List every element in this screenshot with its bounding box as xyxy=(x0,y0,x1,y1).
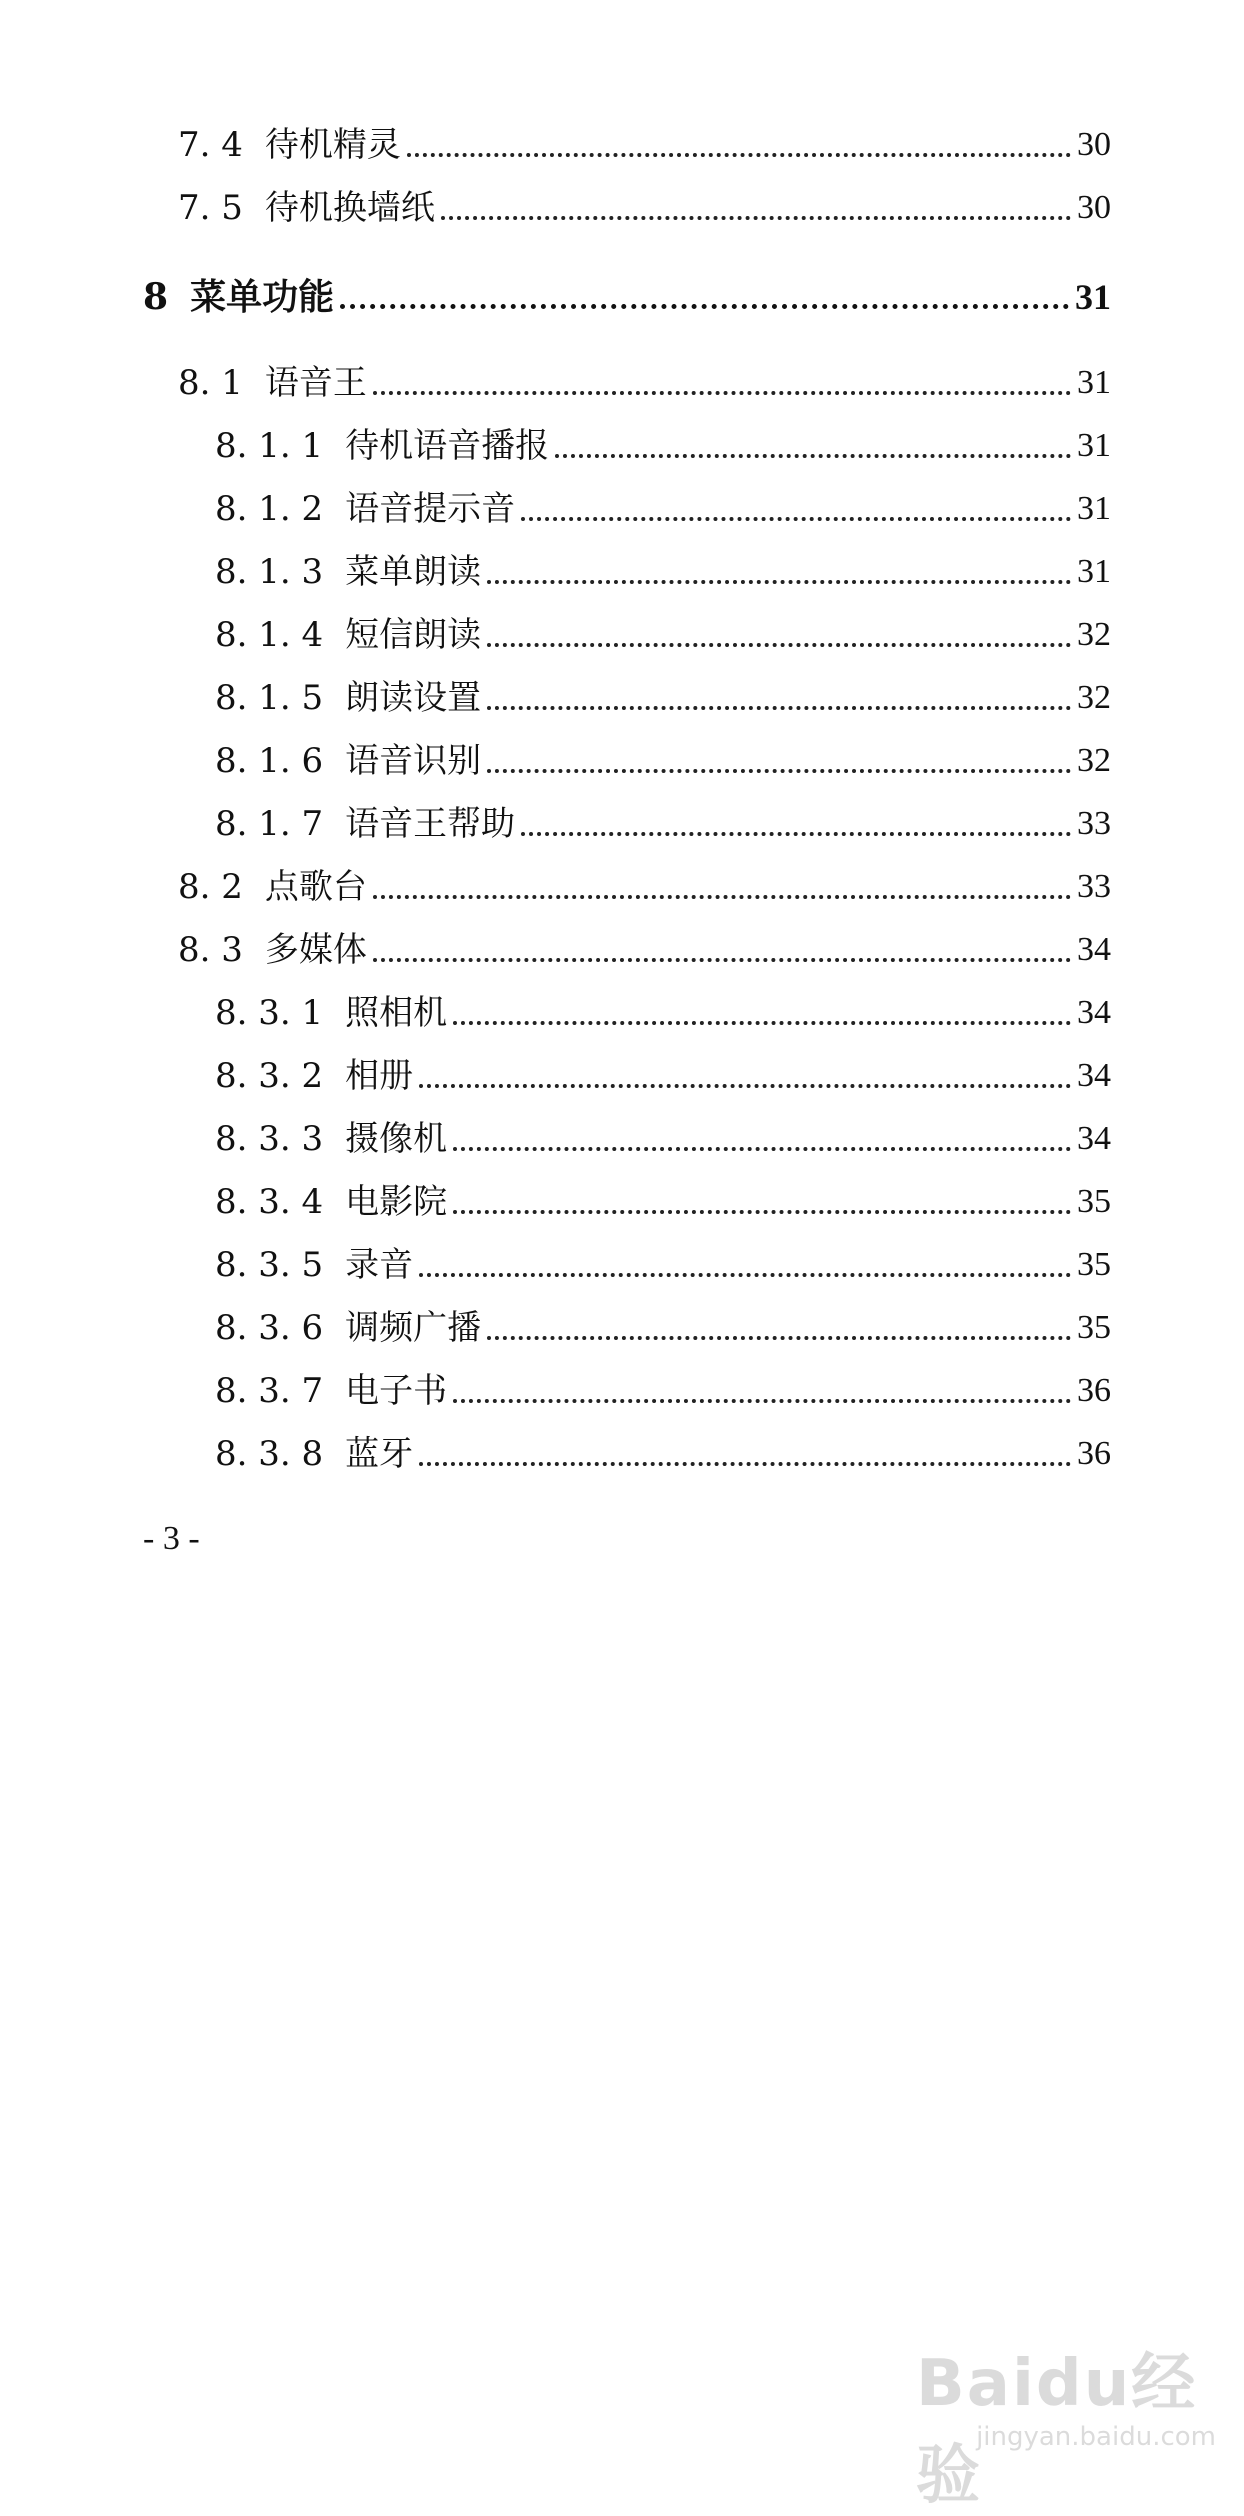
toc-entry-7-4[interactable] xyxy=(178,120,1111,170)
toc-entry-page: 36 xyxy=(1077,1435,1111,1472)
toc-entry-number: 8. 3. 1 xyxy=(215,993,324,1033)
toc-entry-page: 35 xyxy=(1077,1246,1111,1283)
toc-entry-page: 35 xyxy=(1077,1183,1111,1220)
toc-entry-title: 蓝牙 xyxy=(345,1434,414,1474)
toc-entry-8-1-3[interactable] xyxy=(215,547,1111,597)
toc-entry-number: 8. 1. 3 xyxy=(215,552,324,592)
toc-entry-title: 朗读设置 xyxy=(345,678,482,718)
toc-chapter-8[interactable] xyxy=(143,272,1111,322)
toc-entry-7-5[interactable] xyxy=(178,183,1111,233)
watermark-logo: Baidu经验 xyxy=(916,2347,1198,2513)
dot-leader xyxy=(373,958,1071,962)
toc-entry-8-3-2[interactable] xyxy=(215,1051,1111,1101)
toc-entry-number: 8. 1. 2 xyxy=(215,489,324,529)
toc-entry-8-3[interactable] xyxy=(178,925,1111,975)
toc-entry-page: 33 xyxy=(1077,805,1111,842)
toc-entry-number: 8. 1. 7 xyxy=(215,804,324,844)
toc-entry-title: 待机换墙纸 xyxy=(264,188,435,228)
toc-entry-number: 8. 3. 5 xyxy=(215,1245,324,1285)
toc-entry-8-1-2[interactable] xyxy=(215,484,1111,534)
toc-entry-8-2[interactable] xyxy=(178,862,1111,912)
toc-entry-number: 8. 1 xyxy=(178,363,243,403)
toc-entry-8-3-4[interactable] xyxy=(215,1177,1111,1227)
dot-leader xyxy=(373,895,1071,899)
toc-entry-title: 照相机 xyxy=(345,993,448,1033)
toc-entry-title: 语音提示音 xyxy=(345,489,516,529)
toc-entry-8-3-1[interactable] xyxy=(215,988,1111,1038)
toc-entry-title: 短信朗读 xyxy=(345,615,482,655)
dot-leader xyxy=(453,1147,1071,1151)
toc-entry-8-3-3[interactable] xyxy=(215,1114,1111,1164)
dot-leader xyxy=(340,304,1069,309)
toc-entry-page: 30 xyxy=(1077,189,1111,226)
dot-leader xyxy=(487,1336,1071,1340)
dot-leader xyxy=(521,517,1071,521)
toc-entry-8-3-7[interactable] xyxy=(215,1366,1111,1416)
toc-entry-page: 34 xyxy=(1077,994,1111,1031)
toc-entry-page: 32 xyxy=(1077,679,1111,716)
toc-entry-number: 8. 3. 7 xyxy=(215,1371,324,1411)
watermark-url: jingyan.baidu.com xyxy=(976,2422,1216,2452)
dot-leader xyxy=(487,769,1071,773)
toc-entry-page: 34 xyxy=(1077,1120,1111,1157)
toc-entry-number: 8. 2 xyxy=(178,867,243,907)
toc-entry-page: 36 xyxy=(1077,1372,1111,1409)
toc-entry-title: 菜单功能 xyxy=(190,276,335,318)
dot-leader xyxy=(555,454,1071,458)
toc-entry-page: 30 xyxy=(1077,126,1111,163)
toc-entry-title: 调频广播 xyxy=(345,1308,482,1348)
dot-leader xyxy=(487,580,1071,584)
toc-entry-number: 8. 1. 6 xyxy=(215,741,324,781)
dot-leader xyxy=(487,643,1071,647)
toc-entry-page: 31 xyxy=(1077,427,1111,464)
dot-leader xyxy=(373,391,1071,395)
page-number: - 3 - xyxy=(143,1520,200,1557)
toc-entry-title: 语音识别 xyxy=(345,741,482,781)
toc-entry-title: 语音王 xyxy=(264,363,367,403)
toc-entry-number: 8. 3. 4 xyxy=(215,1182,324,1222)
toc-entry-page: 35 xyxy=(1077,1309,1111,1346)
toc-entry-number: 7. 5 xyxy=(178,188,243,228)
toc-entry-title: 点歌台 xyxy=(264,867,367,907)
toc-entry-8-3-8[interactable] xyxy=(215,1429,1111,1479)
toc-entry-8-1-5[interactable] xyxy=(215,673,1111,723)
toc-entry-page: 32 xyxy=(1077,616,1111,653)
dot-leader xyxy=(441,216,1071,220)
toc-entry-8-1-7[interactable] xyxy=(215,799,1111,849)
dot-leader xyxy=(407,153,1071,157)
toc-entry-title: 电影院 xyxy=(345,1182,448,1222)
toc-entry-8-1-6[interactable] xyxy=(215,736,1111,786)
toc-entry-8-1[interactable] xyxy=(178,358,1111,408)
dot-leader xyxy=(453,1399,1071,1403)
toc-entry-title: 录音 xyxy=(345,1245,414,1285)
toc-entry-8-1-4[interactable] xyxy=(215,610,1111,660)
toc-entry-number: 8. 3. 8 xyxy=(215,1434,324,1474)
toc-entry-page: 31 xyxy=(1075,277,1111,317)
dot-leader xyxy=(453,1021,1071,1025)
toc-entry-title: 电子书 xyxy=(345,1371,448,1411)
dot-leader xyxy=(453,1210,1071,1214)
dot-leader xyxy=(487,706,1071,710)
toc-entry-number: 8 xyxy=(143,276,169,318)
toc-entry-number: 8. 3 xyxy=(178,930,243,970)
toc-entry-page: 31 xyxy=(1077,490,1111,527)
dot-leader xyxy=(419,1273,1071,1277)
toc-entry-title: 摄像机 xyxy=(345,1119,448,1159)
toc-entry-8-3-6[interactable] xyxy=(215,1303,1111,1353)
toc-entry-number: 8. 1. 1 xyxy=(215,426,324,466)
toc-entry-8-1-1[interactable] xyxy=(215,421,1111,471)
toc-entry-page: 31 xyxy=(1077,553,1111,590)
toc-entry-page: 31 xyxy=(1077,364,1111,401)
dot-leader xyxy=(419,1084,1071,1088)
toc-entry-8-3-5[interactable] xyxy=(215,1240,1111,1290)
dot-leader xyxy=(419,1462,1071,1466)
baidu-jingyan-watermark xyxy=(916,2332,1216,2513)
toc-entry-page: 33 xyxy=(1077,868,1111,905)
toc-entry-number: 8. 3. 3 xyxy=(215,1119,324,1159)
toc-entry-number: 8. 1. 5 xyxy=(215,678,324,718)
toc-entry-title: 相册 xyxy=(345,1056,414,1096)
toc-entry-number: 8. 1. 4 xyxy=(215,615,324,655)
toc-entry-title: 待机精灵 xyxy=(264,125,401,165)
toc-entry-title: 语音王帮助 xyxy=(345,804,516,844)
toc-entry-title: 菜单朗读 xyxy=(345,552,482,592)
toc-entry-number: 7. 4 xyxy=(178,125,243,165)
dot-leader xyxy=(521,832,1071,836)
toc-entry-page: 34 xyxy=(1077,1057,1111,1094)
toc-entry-page: 34 xyxy=(1077,931,1111,968)
toc-entry-number: 8. 3. 2 xyxy=(215,1056,324,1096)
toc-entry-number: 8. 3. 6 xyxy=(215,1308,324,1348)
toc-entry-title: 多媒体 xyxy=(264,930,367,970)
toc-entry-title: 待机语音播报 xyxy=(345,426,550,466)
toc-entry-page: 32 xyxy=(1077,742,1111,779)
